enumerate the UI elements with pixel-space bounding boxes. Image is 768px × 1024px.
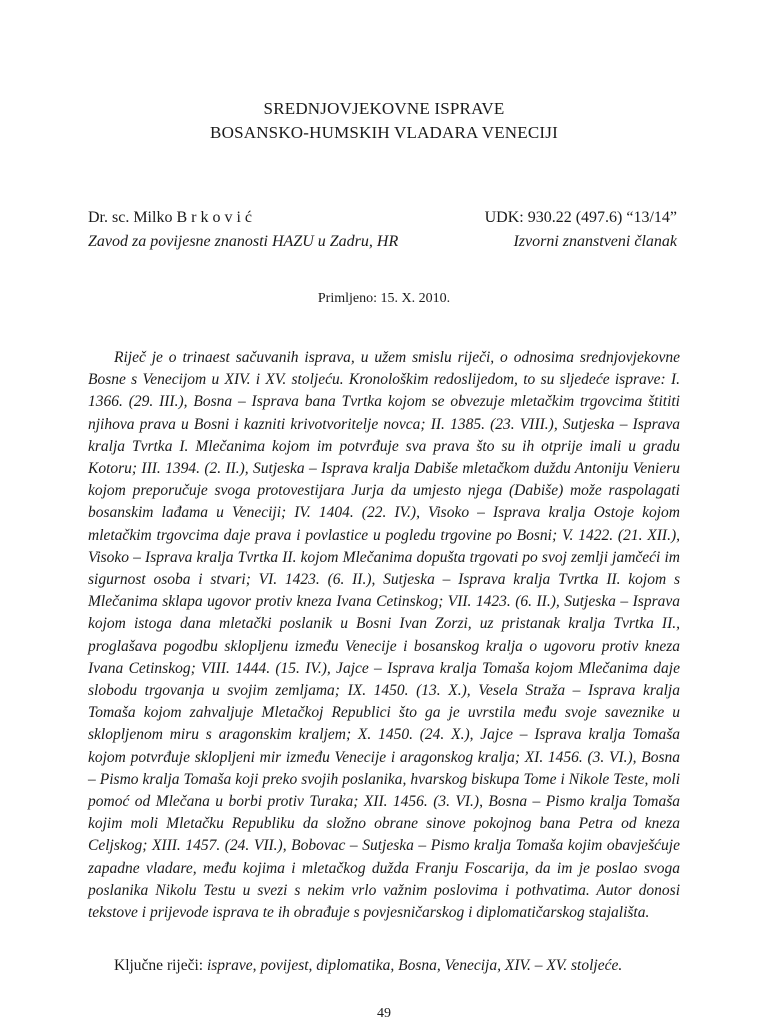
author-name: Dr. sc. Milko B r k o v i ć	[88, 209, 252, 226]
abstract: Riječ je o trinaest sačuvanih isprava, u užem smislu riječi, o odnosima srednjovjekovne Bosne s Venecijom u XIV. i XV. stoljeću. Kronološkim redoslijedom, to su sljedeće isprave: I. 1366. (29. III.), Bosna – Isprava bana Tvrtka kojom se obvezuje mletačkim trgovcima štititi njihova prava u Bosni i kazniti krivotvoritelje novca; II. 1385. (23. VIII.), Sutjeska – Isprava kralja Tvrtka I. Mlečanima kojom im potvrđuje sva prava što su ih otprije imali u gradu Kotoru; III. 1394. (2. II.), Sutjeska – Isprava kralja Dabiše mletačkom duždu Antoniju Venieru kojom preporučuje svoga protovestijara Jurja da umjesto njega (Dabiše) može raspolagati bosanskim lađama u Veneciji; IV. 1404. (22. IV.), Visoko – Isprava kralja Ostoje kojom mletačkim trgovcima daje prava i povlastice u pogledu trgovine po Bosni; V. 1422. (21. XII.), Visoko – Isprava kralja Tvrtka II. kojom Mlečanima dopušta trgovati po svoj zemlji jamčeći im sigurnost osoba i stvari; VI. 1423. (6. II.), Sutjeska – Isprava kralja Tvrtka II. kojom s Mlečanima sklapa ugovor protiv kneza Ivana Cetinskog; VII. 1423. (6. II.), Sutjeska – Isprava kojom istoga dana mletački poslanik u Bosni Ivan Zorzi, uz pristanak kralja Tvrtka II., proglašava pogodbu sklopljenu između Venecije i bosanskog kralja o ugovoru protiv kneza Ivana Cetinskog; VIII. 1444. (15. IV.), Jajce – Isprava kralja Tomaša kojom Mlečanima daje slobodu trgovanja u svojim zemljama; IX. 1450. (13. X.), Vesela Straža – Isprava kralja Tomaša kojom zahvaljuje Mletačkoj Republici što ga je uvrstila među svoje saveznike u sklopljenom miru s aragonskim kraljem; X. 1450. (24. X.), Jajce – Isprava kralja Tomaša kojom potvrđuje sklopljeni mir između Venecije i aragonskog kralja; XI. 1456. (3. VI.), Bosna – Pismo kralja Tomaša koji preko svojih poslanika, hvarskog biskupa Tome i Nikole Teste, moli pomoć od Mlečana u borbi protiv Turaka; XII. 1456. (3. VI.), Bosna – Pismo kralja Tomaša kojim moli Mletačku Republiku da složno obrane sinove pokojnog bana Petra od kneza Celjskog; XIII. 1457. (24. VII.), Bobovac – Sutjeska – Pismo kralja Tomaša kojim obavješćuje zapadne vladare, među kojima i mletačkog dužda Franju Foscarija, da im je poslao svoga poslanika Nikolu Testu u svezi s nekim vrlo važnim poslovima i pothvatima. Autor donosi tekstove i prijevode isprava te ih obrađuje s povjesničarskog i diplomatičarskog stajališta.	[88, 349, 680, 922]
article-title	[0, 97, 768, 145]
title-line-2: BOSANSKO-HUMSKIH VLADARA VENECIJI	[210, 123, 558, 142]
author-block	[88, 206, 398, 254]
page-number: 49	[377, 1006, 391, 1021]
classification-block	[485, 206, 677, 254]
udk-code: UDK: 930.22 (497.6) “13/14”	[484, 209, 677, 226]
received-date: Primljeno: 15. X. 2010.	[317, 291, 451, 306]
author-affiliation: Zavod za povijesne znanosti HAZU u Zadru, HR	[88, 233, 399, 250]
keywords-label: Ključne riječi:	[114, 957, 204, 974]
article-type: Izvorni znanstveni članak	[513, 233, 677, 250]
keywords-values: isprave, povijest, diplomatika, Bosna, Venecija, XIV. – XV. stoljeće.	[206, 957, 623, 974]
keywords	[114, 955, 622, 977]
title-line-1: SREDNJOVJEKOVNE ISPRAVE	[263, 99, 505, 118]
